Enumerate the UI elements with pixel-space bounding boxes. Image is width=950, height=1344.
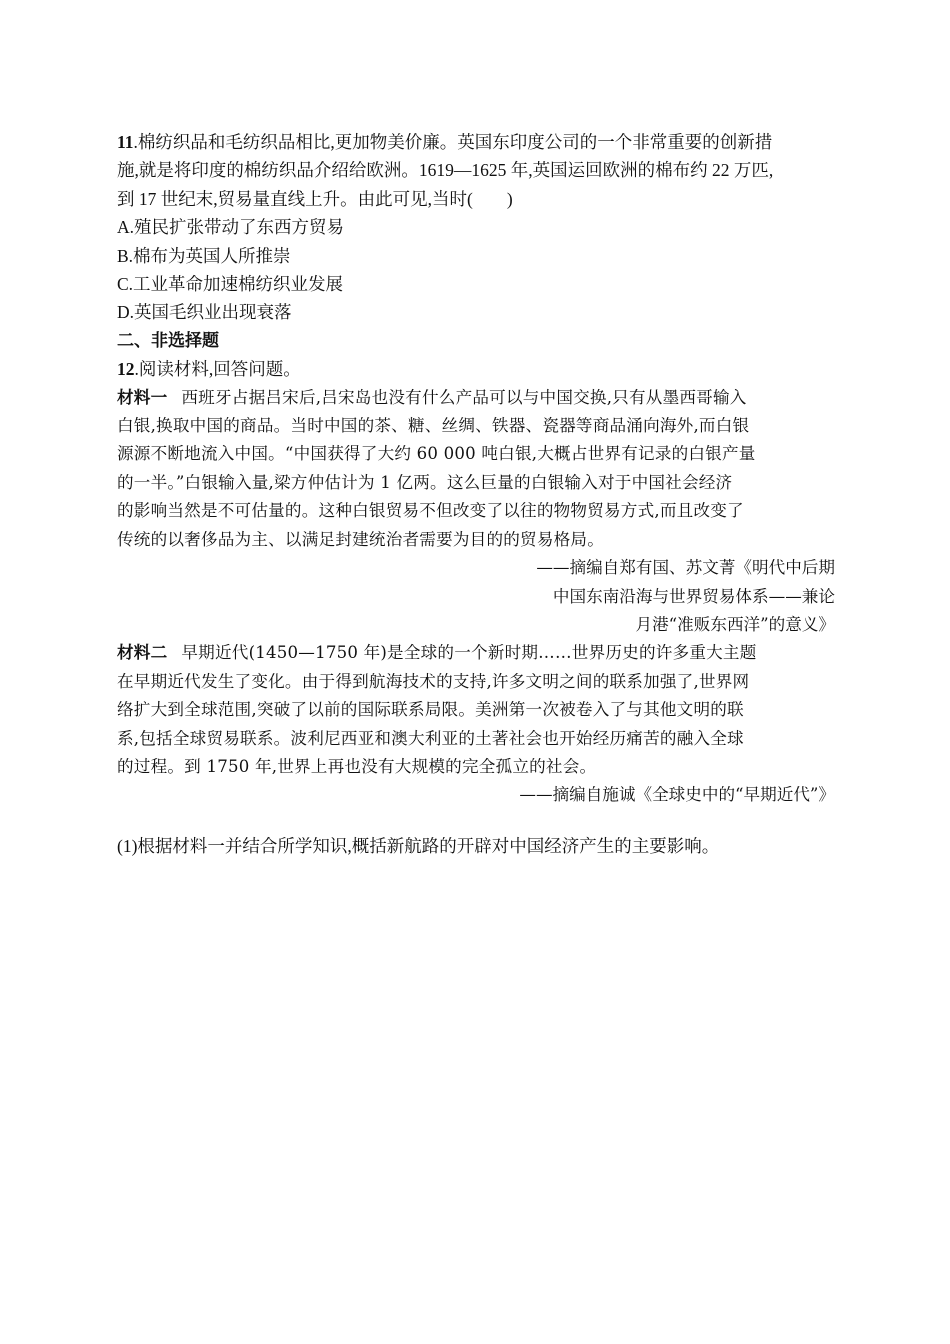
material-2-source-1: ——摘编自施诚《全球史中的“早期近代”》 bbox=[519, 785, 835, 805]
question-11-line-3: 到 17 世纪末,贸易量直线上升。由此可见,当时( ) bbox=[117, 188, 513, 209]
option-b: B.棉布为英国人所推崇 bbox=[117, 245, 291, 266]
material-1-line-6: 传统的以奢侈品为主、以满足封建统治者需要为目的的贸易格局。 bbox=[117, 529, 605, 549]
question-11 bbox=[117, 128, 835, 327]
material-2-line-2: 在早期近代发生了变化。由于得到航海技术的支持,许多文明之间的联系加强了,世界网 bbox=[117, 671, 750, 691]
material-2-label: 材料二 bbox=[117, 643, 168, 663]
material-1-source-3: 月港“准贩东西洋”的意义》 bbox=[635, 614, 835, 634]
question-11-line-1: 11.棉纺织品和毛纺织品相比,更加物美价廉。英国东印度公司的一个非常重要的创新措 bbox=[117, 132, 773, 152]
document-page bbox=[117, 128, 835, 860]
option-c: C.工业革命加速棉纺织业发展 bbox=[117, 274, 344, 295]
material-1-line-5: 的影响当然是不可估量的。这种白银贸易不但改变了以往的物物贸易方式,而且改变了 bbox=[117, 501, 744, 521]
sub-question-1: (1)根据材料一并结合所学知识,概括新航路的开辟对中国经济产生的主要影响。 bbox=[117, 835, 720, 856]
material-1-line-2: 白银,换取中国的商品。当时中国的茶、糖、丝绸、铁器、瓷器等商品涌向海外,而白银 bbox=[117, 416, 750, 436]
material-1-source-1: ——摘编自郑有国、苏文菁《明代中后期 bbox=[536, 558, 835, 578]
option-d: D.英国毛织业出现衰落 bbox=[117, 302, 292, 323]
material-1-line-3: 源源不断地流入中国。“中国获得了大约 60 000 吨白银,大概占世界有记录的白银产量 bbox=[117, 444, 756, 464]
material-1-label: 材料一 bbox=[117, 387, 168, 407]
question-11-number: 11 bbox=[117, 132, 134, 152]
question-12-prompt: 12.阅读材料,回答问题。 bbox=[117, 359, 301, 380]
option-a: A.殖民扩张带动了东西方贸易 bbox=[117, 217, 345, 238]
material-2-line-1: 材料二 早期近代(1450—1750 年)是全球的一个新时期……世界历史的许多重大主题 bbox=[117, 643, 757, 663]
spacer bbox=[117, 810, 835, 832]
material-1-line-4: 的一半。”白银输入量,梁方仲估计为 1 亿两。这么巨量的白银输入对于中国社会经济 bbox=[117, 472, 733, 492]
material-1-line-1: 材料一 西班牙占据吕宋后,吕宋岛也没有什么产品可以与中国交换,只有从墨西哥输入 bbox=[117, 387, 747, 407]
question-12-number: 12 bbox=[117, 359, 135, 380]
material-1-source-2: 中国东南沿海与世界贸易体系——兼论 bbox=[552, 586, 835, 606]
material-1 bbox=[117, 384, 835, 640]
question-11-line-2: 施,就是将印度的棉纺织品介绍给欧洲。1619—1625 年,英国运回欧洲的棉布约 22 万匹, bbox=[117, 160, 774, 181]
material-2-line-5: 的过程。到 1750 年,世界上再也没有大规模的完全孤立的社会。 bbox=[117, 756, 597, 776]
question-12 bbox=[117, 355, 835, 860]
section-title: 二、非选择题 bbox=[117, 330, 219, 351]
material-2-line-4: 系,包括全球贸易联系。波利尼西亚和澳大利亚的土著社会也开始经历痛苦的融入全球 bbox=[117, 728, 744, 748]
material-2-line-3: 络扩大到全球范围,突破了以前的国际联系局限。美洲第一次被卷入了与其他文明的联 bbox=[117, 700, 744, 720]
material-2 bbox=[117, 639, 835, 809]
